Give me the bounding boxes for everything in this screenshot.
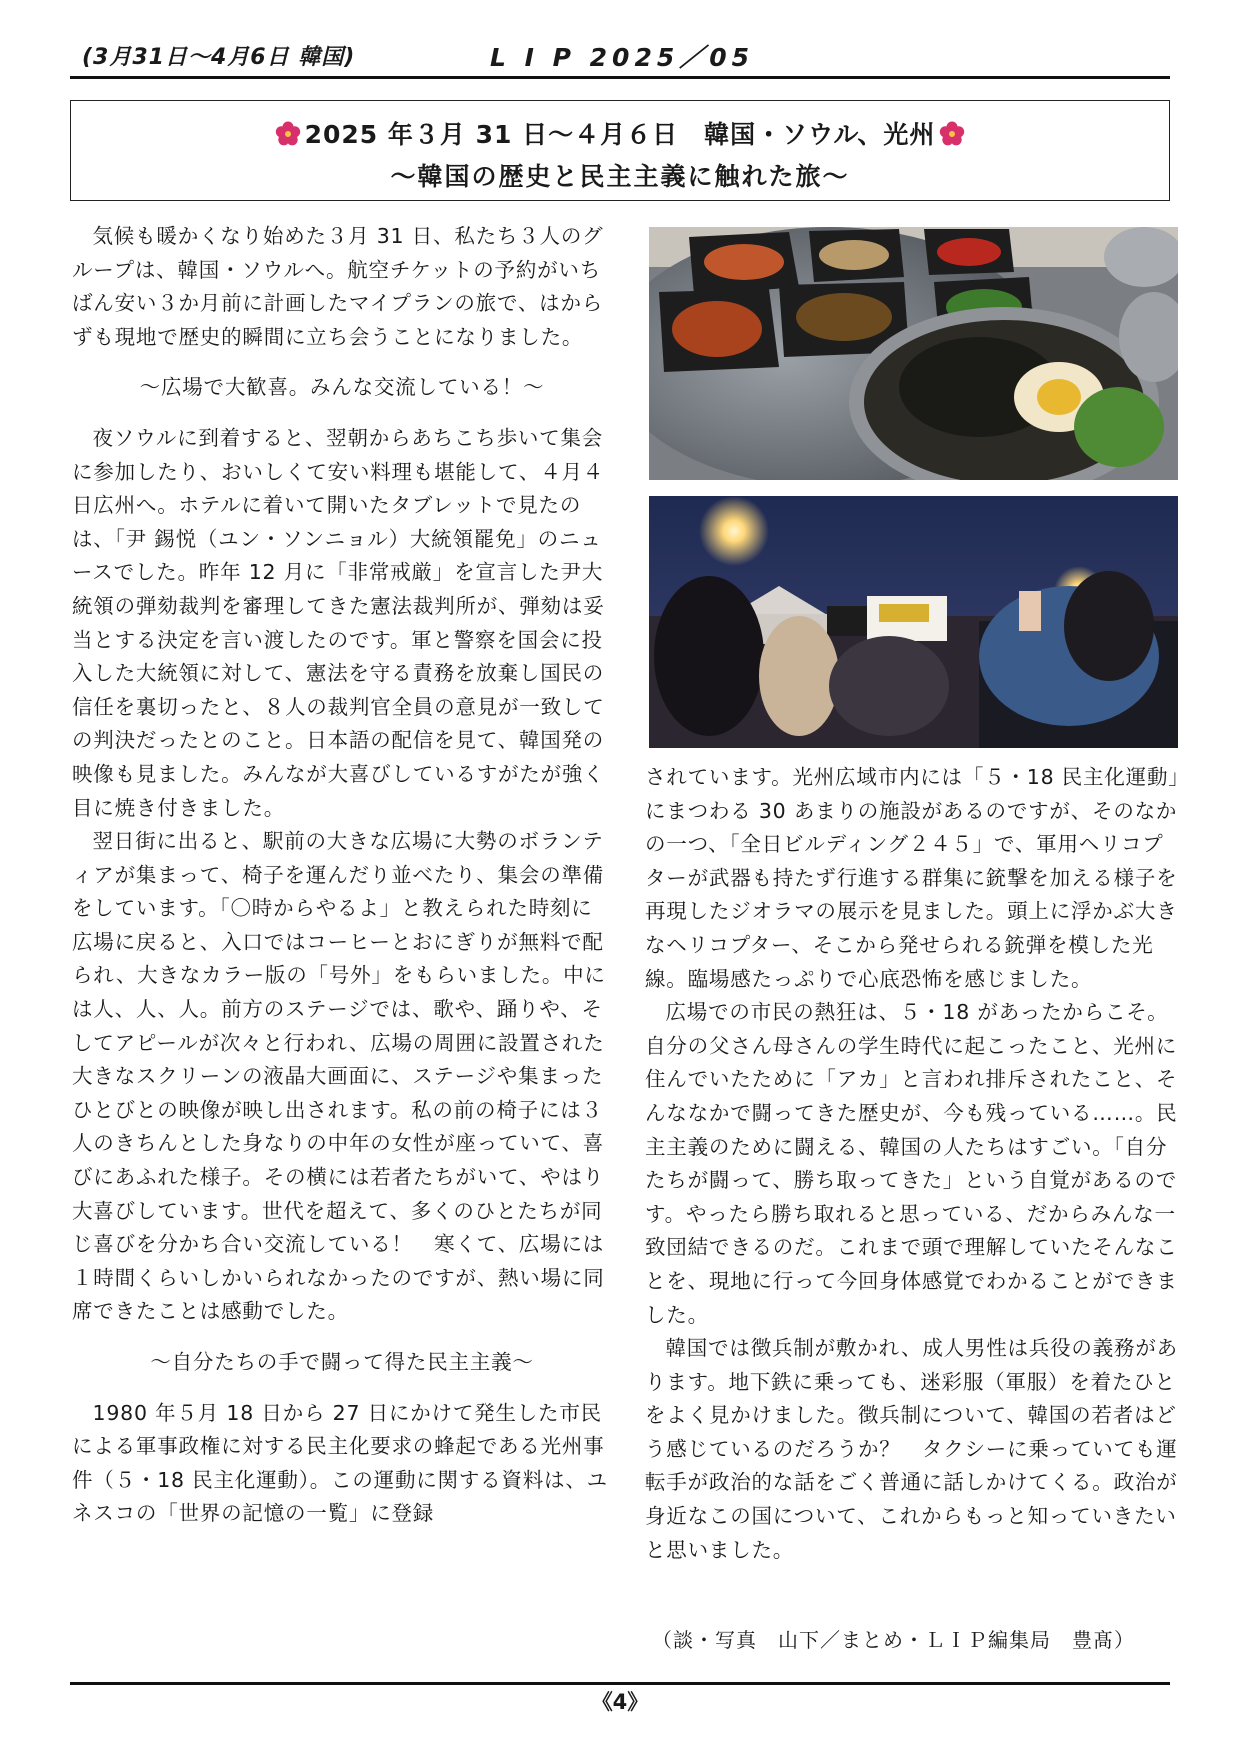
left-column [72,220,612,1531]
night-rally-photo-image [649,496,1178,748]
food-photo [649,227,1178,480]
header-issue: L I P 2025／05 [490,43,755,72]
section-heading-plaza: 〜広場で大歓喜。みんな交流している！〜 [139,375,545,400]
footer-rule [70,1682,1170,1685]
title-box [70,100,1170,201]
night-rally-photo [649,496,1178,748]
right-column [645,761,1180,1567]
paragraph-conscription: 韓国では徴兵制が敷かれ、成人男性は兵役の義務があります。地下鉄に乗っても、迷彩服（軍服）を着たひとをよく見かけました。徴兵制について、韓国の若者はどう感じているのだろうか？ タクシーに乗っていても運転手が政治的な話をごく普通に話しかけてくる。政治が身近なこの国について、これからもっと知っていきたいと思いました。 [645,1336,1178,1562]
paragraph-plaza-enthusiasm: 広場での市民の熱狂は、５・18 があったからこそ。自分の父さん母さんの学生時代に起こったこと、光州に住んでいたために「アカ」と言われ排斥されたこと、そんななかで闘ってきた歴史が、今も残っている……。民主主義のために闘える、韓国の人たちはすごい。「自分たちが闘って、勝ち取ってきた」という自覚があるのです。やったら勝ち取れると思っている、だからみんな一致団結できるのだ。これまで頭で理解していたそんなことを、現地に行って今回身体感覚でわかることができました。 [645,1000,1178,1327]
title-line-1 [71,115,1169,151]
paragraph-plaza: 翌日街に出ると、駅前の大きな広場に大勢のボランティアが集まって、椅子を運んだり並べたり、集会の準備をしています。「〇時からやるよ」と教えられた時刻に広場に戻ると、入口ではコーヒーとおにぎりが無料で配られ、大きなカラー版の「号外」をもらいました。中には人、人、人。前方のステージでは、歌や、踊りや、そしてアピールが次々と行われ、広場の周囲に設置された大きなスクリーンの液晶大画面に、ステージや集まったひとびとの映像が映し出されます。私の前の椅子には３人のきちんとした身なりの中年の女性が座っていて、喜びにあふれた様子。その横には若者たちがいて、やはり大喜びしています。世代を超えて、多くのひとたちが同じ喜びを分かち合い交流している！ 寒くて、広場には１時間くらいしかいられなかったのですが、熱い場に同席できたことは感動でした。 [72,829,606,1324]
paragraph-gwangju-continued: されています。光州広域市内には「５・18 民主化運動」にまつわる 30 あまりの施設があるのですが、そのなかの一つ、「全日ビルディング２４５」で、軍用ヘリコプターが武器も持たず行進する群集に銃撃を加える様子を再現したジオラマの展示を見ました。頭上に浮かぶ大きなヘリコプター、そこから発せられる銃弾を模した光線。臨場感たっぷりで心底恐怖を感じました。 [645,765,1180,991]
paragraph-gwangju-start: 1980 年５月 18 日から 27 日にかけて発生した市民による軍事政権に対する民主化要求の蜂起である光州事件（５・18 民主化運動）。この運動に関する資料は、ユネスコの「世界の記憶の一覧」に登録 [72,1400,608,1526]
title-subtitle: 〜韓国の歴史と民主主義に触れた旅〜 [390,162,850,191]
article-credit: （談・写真 山下／まとめ・ＬＩＰ編集局 豊髙） [652,1628,1135,1652]
header-date-range: (3月31日〜4月6日 韓国) [82,45,356,70]
flower-icon [275,121,301,147]
header-rule [70,76,1170,79]
page-number: 《4》 [591,1690,649,1714]
page-header [70,38,1170,78]
paragraph-arrival: 夜ソウルに到着すると、翌朝からあちこち歩いて集会に参加したり、おいしくて安い料理も堪能して、４月４日広州へ。ホテルに着いて開いたタブレットで見たのは、「尹 錫悦（ユン・ソンニョル）大統領罷免」のニュースでした。昨年 12 月に「非常戒厳」を宣言した尹大統領の弾劾裁判を審理してきた憲法裁判所が、弾劾は妥当とする決定を言い渡したのです。軍と警察を国会に投入した大統領に対して、憲法を守る責務を放棄し国民の信任を裏切ったと、８人の裁判官全員の意見が一致しての判決だったとのこと。日本語の配信を見て、韓国発の映像も見ました。みんなが大喜びしているすがたが強く目に焼き付きました。 [72,425,605,820]
intro-paragraph: 気候も暖かくなり始めた３月 31 日、私たち３人のグループは、韓国・ソウルへ。航空チケットの予約がいちばん安い３か月前に計画したマイプランの旅で、はからずも現地で歴史的瞬間に立ち会うことになりました。 [72,224,604,349]
flower-icon [939,121,965,147]
section-heading-democracy: 〜自分たちの手で闘って得た民主主義〜 [150,1350,534,1374]
food-photo-image [649,227,1178,480]
title-text-1: 2025 年３月 31 日〜４月６日 韓国・ソウル、光州 [304,120,936,149]
